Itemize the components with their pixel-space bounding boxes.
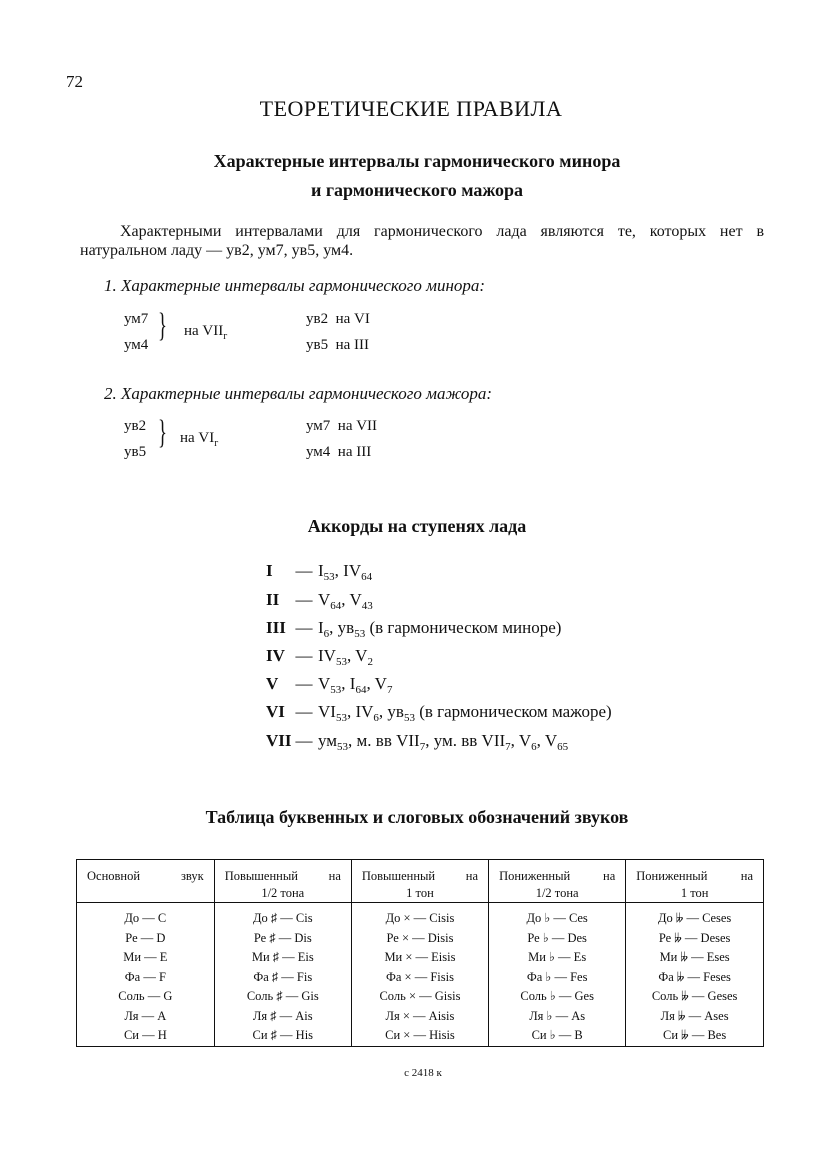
table-cell: Ми — E <box>123 950 168 964</box>
chord-figure: 64 <box>330 600 342 612</box>
chord-figure: 64 <box>355 684 367 696</box>
chord-symbol: , м. вв VII <box>348 731 420 750</box>
minor-bracket-label: на $VII_г$ <box>184 323 228 342</box>
chord-symbol: V <box>355 646 368 665</box>
major-bracket-label: на $VI_г$ <box>180 430 219 449</box>
chord-symbol: , <box>341 674 350 693</box>
table-cell: Ре 𝄫 — Deses <box>658 930 731 945</box>
chord-symbol: , <box>346 646 356 665</box>
table-cell: Си — H <box>123 1028 167 1042</box>
table-column <box>489 903 626 1047</box>
section-heading-line2: и гармонического мажора <box>310 180 523 200</box>
table-cell: Фа 𝄫 — Feses <box>658 969 731 984</box>
table-header-cell <box>77 860 214 903</box>
chord-dash: — <box>295 674 313 693</box>
chord-row <box>266 731 568 751</box>
chord-symbol: V <box>318 674 331 693</box>
section-heading-line1: Характерные интервалы гармонического минора <box>213 151 621 171</box>
table-cell: Ля ♯ — Ais <box>252 1008 313 1023</box>
chord-figure: 64 <box>361 571 373 583</box>
table-cell: Ми 𝄫 — Eses <box>659 950 730 964</box>
intro-paragraph: Характерными интервалами для гармонического лада являются те, которых нет в натуральном ладу — ув2, ум7, ув5, ум4. <box>80 223 764 259</box>
chord-figure: 7 <box>386 684 393 696</box>
chord-figure: 7 <box>419 741 426 753</box>
chord-row <box>266 590 373 610</box>
table-header-line: Основной звук <box>87 869 204 883</box>
table-column <box>77 903 214 1047</box>
chord-dash: — <box>295 618 313 637</box>
table-header-cell <box>489 860 626 903</box>
chord-symbol: , <box>341 590 350 609</box>
major-intervals-title: 2. Характерные интервалы гармонического мажора: <box>104 384 493 403</box>
chord-row <box>266 618 561 638</box>
chord-figure: 43 <box>361 600 373 612</box>
chord-figure: 53 <box>337 741 349 753</box>
chord-symbol: , <box>378 702 388 721</box>
table-cell: Ми ♯ — Eis <box>251 950 314 964</box>
table-header-line: 1 тон <box>406 886 434 900</box>
table-cell: Си ♯ — His <box>252 1028 314 1042</box>
major-bracket-item-1: ув2 <box>124 418 147 434</box>
chord-symbol: ув <box>387 702 404 721</box>
table-cell: Соль × — Gisis <box>379 989 461 1003</box>
chord-dash: — <box>295 561 313 580</box>
chord-symbol: I <box>318 618 324 637</box>
table-cell: До ♭ — Ces <box>526 911 588 925</box>
table-column <box>626 903 763 1047</box>
chord-row <box>266 561 372 581</box>
table-header-line: Пониженный на <box>636 869 753 883</box>
chord-degree: V <box>266 674 279 693</box>
table-cell: Ля 𝄫 — Ases <box>660 1008 729 1023</box>
chord-degree: VII <box>266 731 292 750</box>
table-cell: Соль ♯ — Gis <box>246 989 319 1003</box>
table-cell: Ре — D <box>125 930 166 945</box>
chord-figure: 53 <box>330 684 342 696</box>
table-cell: Ре ♭ — Des <box>527 930 587 945</box>
chord-figure: 6 <box>531 741 537 753</box>
chord-symbol: V <box>374 674 387 693</box>
chord-degree: II <box>266 590 280 609</box>
chord-symbol: , <box>366 674 375 693</box>
table-cell: Соль — G <box>118 989 173 1003</box>
chord-figure: 53 <box>335 656 347 668</box>
table-header-line: Пониженный на <box>499 869 616 883</box>
minor-bracket-item-2: ум4 <box>124 337 149 353</box>
table-cell: Ля — A <box>124 1008 167 1023</box>
chord-dash: — <box>295 646 313 665</box>
chord-figure: 7 <box>505 741 511 753</box>
chord-symbol: , V <box>536 731 558 750</box>
chord-row <box>266 702 612 722</box>
chord-symbol: VI <box>318 702 336 721</box>
chord-figure: 6 <box>373 712 379 724</box>
table-header-cell <box>626 860 763 903</box>
chord-row <box>266 674 392 694</box>
chord-row <box>266 646 373 666</box>
chord-symbol: ум <box>318 731 338 750</box>
table-cell: Ре ♯ — Dis <box>253 930 312 945</box>
table-cell: Фа × — Fisis <box>385 969 454 984</box>
minor-right-item-2: ув5 на III <box>306 337 370 353</box>
chord-figure: 53 <box>354 628 366 640</box>
chord-symbol: (в гармоническом мажоре) <box>414 702 612 721</box>
chord-symbol: , V <box>510 731 532 750</box>
chord-symbol: I <box>318 561 324 580</box>
table-cell: До × — Cisis <box>385 911 455 925</box>
chord-figure: 53 <box>323 571 335 583</box>
chord-symbol: V <box>349 590 362 609</box>
chord-symbol: , <box>346 702 356 721</box>
table-cell: Ре × — Disis <box>386 930 454 945</box>
minor-intervals-title: 1. Характерные интервалы гармонического минора: <box>104 276 486 295</box>
chord-symbol: IV <box>355 702 374 721</box>
chord-symbol: I <box>349 674 356 693</box>
table-header-line: Повышенный на <box>224 869 341 883</box>
chord-degree: VI <box>266 702 285 721</box>
chord-symbol: , <box>329 618 338 637</box>
page-number: 72 <box>66 72 83 91</box>
footer-code: с 2418 к <box>404 1067 442 1079</box>
chord-symbol: ув <box>337 618 355 637</box>
chord-degree: I <box>266 561 273 580</box>
chord-figure: 2 <box>367 656 373 668</box>
chord-symbol: V <box>318 590 331 609</box>
brace-icon: } <box>158 414 167 451</box>
page-title: ТЕОРЕТИЧЕСКИЕ ПРАВИЛА <box>259 96 563 121</box>
chord-dash: — <box>295 590 313 609</box>
table-header-line: 1/2 тона <box>535 886 579 900</box>
chord-symbol: IV <box>343 561 362 580</box>
table-cell: Фа ♯ — Fis <box>253 969 313 984</box>
table-cell: Соль ♭ — Ges <box>520 989 594 1003</box>
table-header-line: Повышенный на <box>361 869 479 883</box>
table-column <box>214 903 351 1047</box>
table-cell: До 𝄫 — Ceses <box>657 911 732 925</box>
table-cell: Си × — Hisis <box>385 1028 455 1042</box>
major-right-item-2: ум4 на III <box>306 444 372 460</box>
table-cell: Ми ♭ — Es <box>528 950 587 964</box>
table-cell: Си ♭ — B <box>531 1028 583 1042</box>
chord-figure: 53 <box>403 712 415 724</box>
table-header-cell <box>351 860 488 903</box>
table-header-line: 1 тон <box>680 886 709 900</box>
table-cell: Фа ♭ — Fes <box>526 969 588 984</box>
notes-table <box>76 859 764 1047</box>
chord-figure: 6 <box>323 628 330 640</box>
table-heading: Таблица буквенных и слоговых обозначений звуков <box>205 807 629 827</box>
table-cell: Фа — F <box>124 969 166 984</box>
chord-symbol: (в гармоническом миноре) <box>365 618 562 637</box>
brace-icon: } <box>158 307 167 344</box>
chord-symbol: IV <box>318 646 336 665</box>
table-header-cell <box>214 860 351 903</box>
chord-dash: — <box>295 731 313 750</box>
chords-heading: Аккорды на ступенях лада <box>307 516 527 536</box>
chord-degree: IV <box>266 646 285 665</box>
major-bracket-item-2: ув5 <box>124 444 147 460</box>
table-cell: Ля × — Aisis <box>385 1008 455 1023</box>
table-header-line: 1/2 тона <box>261 886 305 900</box>
chord-figure: 53 <box>335 712 347 724</box>
table-cell: До — C <box>124 911 167 925</box>
table-column <box>351 903 488 1047</box>
chord-symbol: , ум. вв VII <box>425 731 506 750</box>
table-cell: Ля ♭ — As <box>529 1008 586 1023</box>
chord-degree: III <box>266 618 286 637</box>
chord-dash: — <box>295 702 313 721</box>
table-cell: Ми × — Eisis <box>384 950 456 964</box>
minor-right-item-1: ув2 на VI <box>306 311 370 327</box>
minor-bracket-item-1: ум7 <box>124 311 149 327</box>
table-cell: До ♯ — Cis <box>252 911 313 925</box>
major-right-item-1: ум7 на VII <box>306 418 378 434</box>
chord-symbol: , <box>334 561 344 580</box>
table-cell: Си 𝄫 — Bes <box>663 1028 727 1042</box>
chord-figure: 65 <box>557 741 569 753</box>
table-cell: Соль 𝄫 — Geses <box>651 989 738 1003</box>
